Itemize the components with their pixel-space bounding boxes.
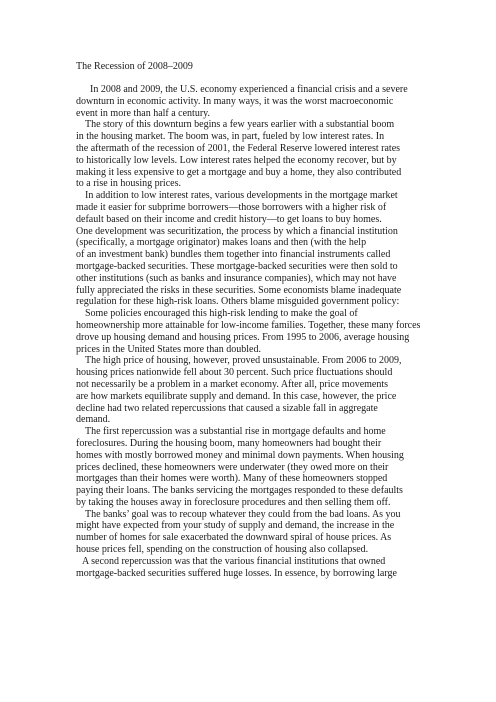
text-line: decline had two related repercussions that caused a sizable fall in aggregate bbox=[76, 402, 378, 414]
text-line: of an investment bank) bundles them together into financial instruments called bbox=[76, 249, 391, 261]
text-line: The first repercussion was a substantial rise in mortgage defaults and home bbox=[85, 426, 386, 438]
text-line: paying their loans. The banks servicing the mortgages responded to these defaults bbox=[76, 485, 403, 497]
text-line: in the housing market. The boom was, in part, fueled by low interest rates. In bbox=[76, 131, 385, 143]
text-line: other institutions (such as banks and insurance companies), which may not have bbox=[76, 272, 397, 284]
text-line: In addition to low interest rates, various developments in the mortgage market bbox=[85, 190, 398, 202]
text-line: (specifically, a mortgage originator) makes loans and then (with the help bbox=[76, 237, 367, 249]
text-line: downturn in economic activity. In many ways, it was the worst macroeconomic bbox=[76, 95, 394, 107]
text-line: prices declined, these homeowners were underwater (they owed more on their bbox=[76, 461, 389, 473]
text-line: not necessarily be a problem in a market economy. After all, price movements bbox=[76, 378, 389, 390]
text-line: to a rise in housing prices. bbox=[76, 178, 181, 190]
text-line: number of homes for sale exacerbated the downward spiral of house prices. As bbox=[76, 532, 392, 544]
text-line: mortgages than their homes were worth). Many of these homeowners stopped bbox=[76, 473, 388, 485]
text-line: housing prices nationwide fell about 30 percent. Such price fluctuations should bbox=[76, 367, 393, 379]
text-line: made it easier for subprime borrowers—those borrowers with a higher risk of bbox=[76, 201, 387, 213]
text-line: regulation for these high-risk loans. Others blame misguided government policy: bbox=[76, 296, 400, 308]
text-line: foreclosures. During the housing boom, many homeowners had bought their bbox=[76, 437, 382, 449]
text-line: The high price of housing, however, proved unsustainable. From 2006 to 2009, bbox=[85, 355, 402, 367]
text-line: to historically low levels. Low interest rates helped the economy recover, but by bbox=[76, 154, 397, 166]
text-line: drove up housing demand and housing prices. From 1995 to 2006, average housing bbox=[76, 331, 410, 343]
text-line: might have expected from your study of supply and demand, the increase in the bbox=[76, 520, 395, 532]
text-line: are how markets equilibrate supply and demand. In this case, however, the price bbox=[76, 390, 397, 402]
text-line: In 2008 and 2009, the U.S. economy experienced a financial crisis and a severe bbox=[90, 84, 408, 95]
text-line: house prices fell, spending on the construction of housing also collapsed. bbox=[76, 544, 369, 556]
text-line: mortgage-backed securities. These mortgage-backed securities were then sold to bbox=[76, 260, 398, 272]
text-line: Some policies encouraged this high-risk lending to make the goal of bbox=[85, 308, 358, 320]
text-line: demand. bbox=[76, 414, 111, 426]
text-line: the aftermath of the recession of 2001, the Federal Reserve lowered interest rates bbox=[76, 142, 401, 154]
text-line: event in more than half a century. bbox=[76, 107, 211, 119]
text-line: One development was securitization, the process by which a financial institution bbox=[76, 225, 398, 237]
text-line: A second repercussion was that the various financial institutions that owned bbox=[82, 555, 386, 567]
text-line: making it less expensive to get a mortgage and buy a home, they also contributed bbox=[76, 166, 402, 178]
text-line: fully appreciated the risks in these securities. Some economists blame inadequate bbox=[76, 284, 402, 296]
text-line: The story of this downturn begins a few years earlier with a substantial boom bbox=[85, 119, 395, 131]
text-line: homeownership more attainable for low-income families. Together, these many forces bbox=[76, 319, 421, 331]
text-line: default based on their income and credit history—to get loans to buy homes. bbox=[76, 213, 382, 225]
page-title: The Recession of 2008–2009 bbox=[76, 61, 193, 72]
text-line: mortgage-backed securities suffered huge losses. In essence, by borrowing large bbox=[76, 567, 397, 579]
text-line: homes with mostly borrowed money and minimal down payments. When housing bbox=[76, 449, 404, 461]
text-line: by taking the houses away in foreclosure procedures and then selling them off. bbox=[76, 496, 391, 508]
text-line: prices in the United States more than doubled. bbox=[76, 343, 261, 355]
text-line: The banks’ goal was to recoup whatever they could from the bad loans. As you bbox=[85, 508, 401, 520]
body-text bbox=[76, 84, 436, 579]
